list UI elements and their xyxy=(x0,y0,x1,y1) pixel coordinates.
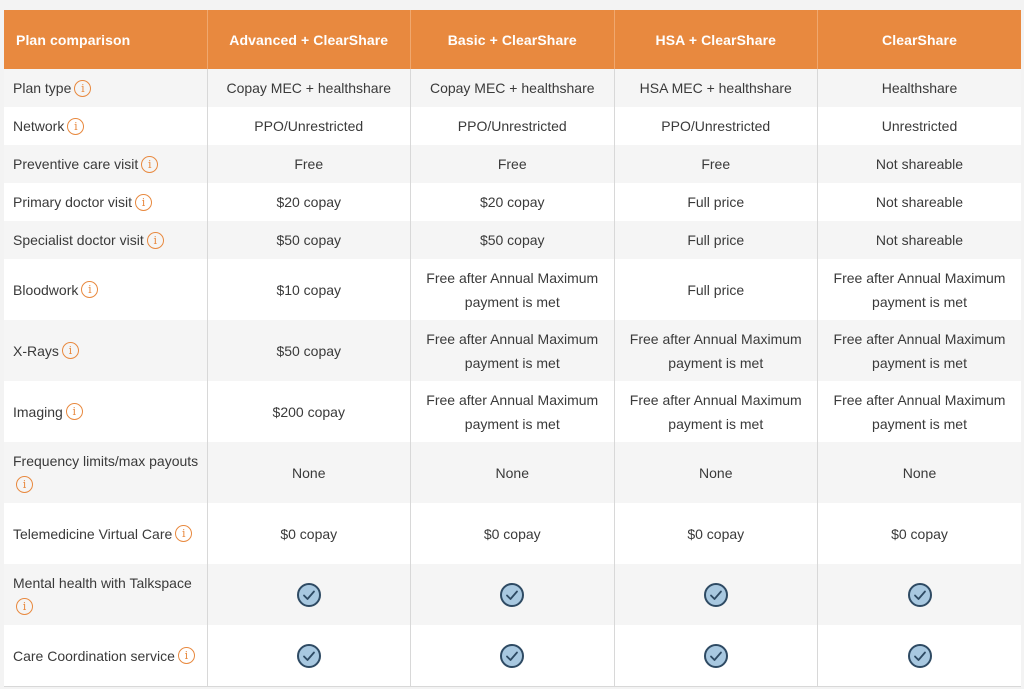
cell-care-coordination-col3 xyxy=(614,625,818,686)
cell-value: PPO/Unrestricted xyxy=(661,118,771,134)
cell-value: Not shareable xyxy=(875,156,964,172)
info-circle-icon[interactable]: i xyxy=(147,232,164,249)
info-circle-icon[interactable]: i xyxy=(16,476,33,493)
cell-plan-type-col3 xyxy=(614,69,818,107)
cell-value: Full price xyxy=(687,281,745,298)
cell-bloodwork-col4 xyxy=(818,259,1022,320)
row-label-text: Telemedicine Virtual Care xyxy=(13,525,173,542)
cell-value: Free xyxy=(701,156,731,172)
row-label-plan-type xyxy=(4,69,207,107)
table-row-mental-health-talkspace xyxy=(4,564,1021,625)
row-label-x-rays xyxy=(4,320,207,381)
table-row-imaging xyxy=(4,381,1021,442)
table-row-x-rays xyxy=(4,320,1021,381)
cell-value: Free after Annual Maximum payment is met xyxy=(426,330,599,371)
cell-mental-health-talkspace-col2 xyxy=(411,564,615,625)
info-circle-icon[interactable]: i xyxy=(16,598,33,615)
info-circle-icon[interactable]: i xyxy=(62,342,79,359)
cell-bloodwork-col1 xyxy=(207,259,411,320)
cell-value: $50 copay xyxy=(479,232,545,248)
cell-imaging-col2 xyxy=(411,381,615,442)
cell-care-coordination-col2 xyxy=(411,625,615,686)
header-basic-clearshare: Basic + ClearShare xyxy=(411,10,615,69)
row-label-primary-doctor-visit xyxy=(4,183,207,221)
cell-mental-health-talkspace-col3 xyxy=(614,564,818,625)
cell-telemedicine-col1 xyxy=(207,503,411,564)
row-label-text: X-Rays xyxy=(13,342,59,359)
table-row-primary-doctor-visit xyxy=(4,183,1021,221)
cell-value: Free after Annual Maximum payment is met xyxy=(426,391,599,432)
row-label-text: Primary doctor visit xyxy=(13,194,133,210)
cell-x-rays-col3 xyxy=(614,320,818,381)
cell-specialist-doctor-visit-col3 xyxy=(614,221,818,259)
cell-specialist-doctor-visit-col4 xyxy=(818,221,1022,259)
cell-value: $200 copay xyxy=(272,403,345,420)
check-circle-icon xyxy=(704,583,728,607)
cell-value: Copay MEC + healthshare xyxy=(429,80,595,96)
cell-imaging-col3 xyxy=(614,381,818,442)
cell-imaging-col4 xyxy=(818,381,1022,442)
cell-value: Full price xyxy=(687,194,745,210)
row-label-text: Frequency limits/max payouts xyxy=(13,452,199,469)
cell-value: None xyxy=(699,464,733,481)
row-label-imaging xyxy=(4,381,207,442)
info-circle-icon[interactable]: i xyxy=(67,118,84,135)
cell-value: Not shareable xyxy=(875,194,964,210)
row-label-telemedicine xyxy=(4,503,207,564)
cell-preventive-care-visit-col1 xyxy=(207,145,411,183)
header-advanced-clearshare: Advanced + ClearShare xyxy=(207,10,411,69)
cell-care-coordination-col1 xyxy=(207,625,411,686)
info-circle-icon[interactable]: i xyxy=(74,80,91,97)
cell-value: $0 copay xyxy=(687,525,745,542)
row-label-specialist-doctor-visit xyxy=(4,221,207,259)
cell-value: PPO/Unrestricted xyxy=(457,118,567,134)
table-row-frequency-limits xyxy=(4,442,1021,503)
cell-value: $50 copay xyxy=(276,342,342,359)
check-circle-icon xyxy=(297,644,321,668)
cell-plan-type-col2 xyxy=(411,69,615,107)
plan-comparison-table xyxy=(4,10,1021,686)
table-row-care-coordination xyxy=(4,625,1021,686)
cell-value: Copay MEC + healthshare xyxy=(226,80,392,96)
cell-value: $20 copay xyxy=(276,194,342,210)
cell-value: None xyxy=(902,464,937,481)
table-row-preventive-care-visit xyxy=(4,145,1021,183)
cell-value: $50 copay xyxy=(276,232,342,248)
cell-value: $10 copay xyxy=(276,281,342,298)
cell-value: Free after Annual Maximum payment is met xyxy=(629,391,802,432)
row-label-text: Imaging xyxy=(13,403,63,420)
info-circle-icon[interactable]: i xyxy=(66,403,83,420)
cell-value: None xyxy=(292,464,326,481)
header-hsa-clearshare: HSA + ClearShare xyxy=(614,10,818,69)
cell-value: Free xyxy=(294,156,324,172)
cell-primary-doctor-visit-col2 xyxy=(411,183,615,221)
cell-frequency-limits-col3 xyxy=(614,442,818,503)
cell-value: Full price xyxy=(687,232,745,248)
cell-value: $0 copay xyxy=(483,525,541,542)
table-row-network xyxy=(4,107,1021,145)
cell-value: Healthshare xyxy=(881,80,958,96)
cell-imaging-col1 xyxy=(207,381,411,442)
row-label-text: Network xyxy=(13,118,65,134)
cell-care-coordination-col4 xyxy=(818,625,1022,686)
row-label-mental-health-talkspace xyxy=(4,564,207,625)
check-circle-icon xyxy=(704,644,728,668)
cell-value: Free xyxy=(497,156,527,172)
info-circle-icon[interactable]: i xyxy=(175,525,192,542)
cell-specialist-doctor-visit-col1 xyxy=(207,221,411,259)
cell-telemedicine-col3 xyxy=(614,503,818,564)
cell-value: $0 copay xyxy=(891,525,948,542)
info-circle-icon[interactable]: i xyxy=(135,194,152,211)
info-circle-icon[interactable]: i xyxy=(178,647,195,664)
cell-network-col3 xyxy=(614,107,818,145)
row-label-text: Preventive care visit xyxy=(13,156,139,172)
cell-value: Unrestricted xyxy=(881,118,958,134)
cell-specialist-doctor-visit-col2 xyxy=(411,221,615,259)
cell-value: None xyxy=(495,464,529,481)
row-label-text: Bloodwork xyxy=(13,281,79,298)
cell-value: $0 copay xyxy=(280,525,338,542)
row-label-text: Plan type xyxy=(13,80,72,96)
cell-plan-type-col1 xyxy=(207,69,411,107)
cell-plan-type-col4 xyxy=(818,69,1022,107)
check-circle-icon xyxy=(297,583,321,607)
cell-x-rays-col4 xyxy=(818,320,1022,381)
cell-value: Free after Annual Maximum payment is met xyxy=(833,269,1006,310)
cell-bloodwork-col3 xyxy=(614,259,818,320)
row-label-preventive-care-visit xyxy=(4,145,207,183)
table-row-telemedicine xyxy=(4,503,1021,564)
cell-telemedicine-col4 xyxy=(818,503,1022,564)
cell-mental-health-talkspace-col1 xyxy=(207,564,411,625)
row-label-frequency-limits xyxy=(4,442,207,503)
cell-primary-doctor-visit-col4 xyxy=(818,183,1022,221)
info-circle-icon[interactable]: i xyxy=(141,156,158,173)
cell-value: Free after Annual Maximum payment is met xyxy=(833,330,1006,371)
cell-network-col4 xyxy=(818,107,1022,145)
cell-value: HSA MEC + healthshare xyxy=(639,80,792,96)
check-circle-icon xyxy=(500,583,524,607)
check-circle-icon xyxy=(908,644,932,668)
row-label-network xyxy=(4,107,207,145)
cell-value: Free after Annual Maximum payment is met xyxy=(629,330,802,371)
row-label-bloodwork xyxy=(4,259,207,320)
info-circle-icon[interactable]: i xyxy=(81,281,98,298)
cell-frequency-limits-col1 xyxy=(207,442,411,503)
cell-value: Free after Annual Maximum payment is met xyxy=(426,269,599,310)
cell-value: $20 copay xyxy=(479,194,545,210)
header-plan-comparison: Plan comparison xyxy=(4,10,207,69)
table-row-bloodwork xyxy=(4,259,1021,320)
row-label-text: Specialist doctor visit xyxy=(13,232,144,248)
cell-x-rays-col2 xyxy=(411,320,615,381)
check-circle-icon xyxy=(908,583,932,607)
cell-mental-health-talkspace-col4 xyxy=(818,564,1022,625)
table-row-specialist-doctor-visit xyxy=(4,221,1021,259)
cell-bloodwork-col2 xyxy=(411,259,615,320)
cell-value: Free after Annual Maximum payment is met xyxy=(833,391,1006,432)
table-bottom-border xyxy=(4,686,1021,687)
cell-primary-doctor-visit-col1 xyxy=(207,183,411,221)
cell-frequency-limits-col2 xyxy=(411,442,615,503)
cell-primary-doctor-visit-col3 xyxy=(614,183,818,221)
cell-telemedicine-col2 xyxy=(411,503,615,564)
cell-network-col1 xyxy=(207,107,411,145)
cell-frequency-limits-col4 xyxy=(818,442,1022,503)
table-header-row xyxy=(4,10,1021,69)
cell-network-col2 xyxy=(411,107,615,145)
cell-value: Not shareable xyxy=(875,232,964,248)
row-label-care-coordination xyxy=(4,625,207,686)
cell-value: PPO/Unrestricted xyxy=(254,118,364,134)
cell-preventive-care-visit-col4 xyxy=(818,145,1022,183)
header-clearshare: ClearShare xyxy=(818,10,1022,69)
table-row-plan-type xyxy=(4,69,1021,107)
row-label-text: Care Coordination service xyxy=(13,647,175,664)
check-circle-icon xyxy=(500,644,524,668)
cell-preventive-care-visit-col2 xyxy=(411,145,615,183)
row-label-text: Mental health with Talkspace xyxy=(13,574,192,591)
cell-x-rays-col1 xyxy=(207,320,411,381)
cell-preventive-care-visit-col3 xyxy=(614,145,818,183)
